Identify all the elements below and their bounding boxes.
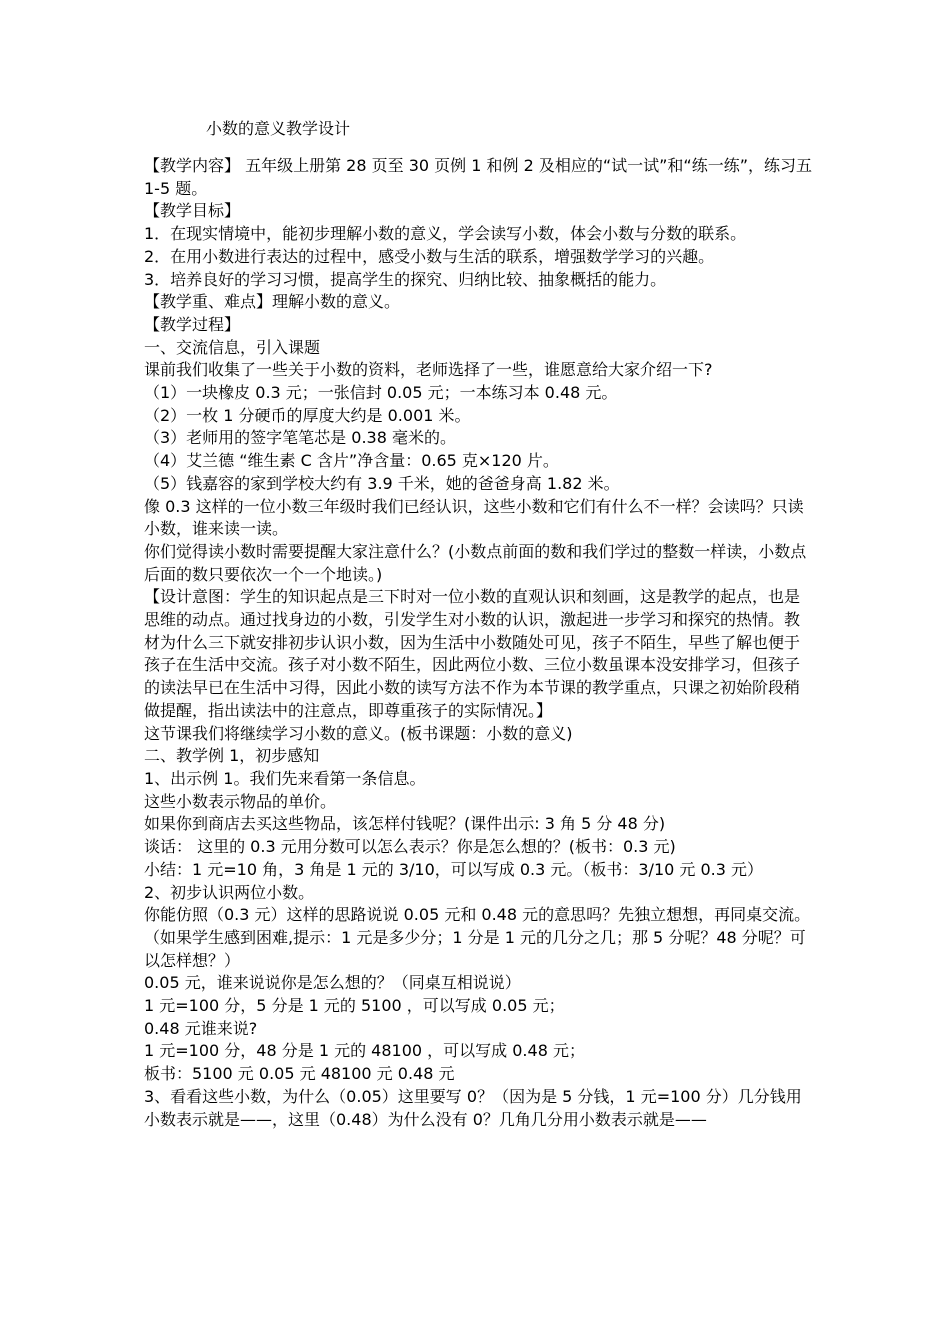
paragraph: 1．在现实情境中，能初步理解小数的意义，学会读写小数，体会小数与分数的联系。 (144, 224, 747, 244)
paragraph: 【教学目标】 (144, 201, 241, 221)
paragraph: 3．培养良好的学习习惯，提高学生的探究、归纳比较、抽象概括的能力。 (144, 269, 667, 289)
paragraph: 3、看看这些小数，为什么（0.05）这里要写 0？（因为是 5 分钱，1 元=100 分）几分钱用小数表示就是——，这里（0.48）为什么没有 0？几角几分用小数表示就是—— (144, 1086, 802, 1129)
paragraph: 小结：1 元=10 角，3 角是 1 元的 3/10，可以写成 0.3 元。（板书：3/10 元 0.3 元） (144, 859, 764, 879)
paragraph: 1 元=100 分，48 分是 1 元的 48100 ，可以写成 0.48 元； (144, 1041, 585, 1061)
paragraph: 你能仿照（0.3 元）这样的思路说说 0.05 元和 0.48 元的意思吗？先独立想想，再同桌交流。（如果学生感到困难,提示：1 元是多少分；1 分是 1 元的几分之几；那 5 分呢？48 分呢？可以怎样想？） (144, 905, 811, 970)
paragraph: （3）老师用的签字笔笔芯是 0.38 毫米的。 (144, 428, 456, 448)
paragraph: 1、出示例 1。我们先来看第一条信息。 (144, 768, 426, 788)
document-title: 小数的意义教学设计 (206, 119, 351, 138)
paragraph: 2、初步认识两位小数。 (144, 882, 315, 902)
paragraph: 课前我们收集了一些关于小数的资料，老师选择了一些，谁愿意给大家介绍一下? (144, 360, 713, 380)
paragraph: 这些小数表示物品的单价。 (144, 791, 337, 811)
paragraph: （4）艾兰德 “维生素 C 含片”净含量：0.65 克×120 片。 (144, 451, 559, 471)
paragraph: 0.05 元，谁来说说你是怎么想的？（同桌互相说说） (144, 973, 521, 993)
paragraph: 2．在用小数进行表达的过程中，感受小数与生活的联系，增强数学学习的兴趣。 (144, 246, 715, 266)
paragraph: 【设计意图：学生的知识起点是三下时对一位小数的直观认识和刻画，这是教学的起点，也是思维的动点。通过找身边的小数，引发学生对小数的认识，激起进一步学习和探究的热情。教材为什么三下就安排初步认识小数，因为生活中小数随处可见，孩子不陌生，早些了解也便于孩子在生活中交流。孩子对小数不陌生，因此两位小数、三位小数虽课本没安排学习，但孩子的读法早已在生活中习得，因此小数的读写方法不作为本节课的教学重点，只课之初始阶段稍做提醒，指出读法中的注意点，即尊重孩子的实际情况。】 (144, 587, 801, 720)
paragraph: 板书：5100 元 0.05 元 48100 元 0.48 元 (144, 1064, 455, 1084)
document-body (144, 155, 812, 1131)
paragraph: 二、教学例 1，初步感知 (144, 746, 320, 766)
paragraph: 谈话： 这里的 0.3 元用分数可以怎么表示？你是怎么想的？(板书：0.3 元) (144, 837, 676, 857)
paragraph: 【教学过程】 (144, 314, 241, 334)
paragraph: 【教学重、难点】理解小数的意义。 (144, 292, 401, 312)
paragraph: （2）一枚 1 分硬币的厚度大约是 0.001 米。 (144, 405, 471, 425)
paragraph: 像 0.3 这样的一位小数三年级时我们已经认识，这些小数和它们有什么不一样？会读吗？只读小数，谁来读一读。 (144, 496, 804, 539)
paragraph: 0.48 元谁来说? (144, 1018, 258, 1038)
paragraph: 你们觉得读小数时需要提醒大家注意什么？(小数点前面的数和我们学过的整数一样读，小数点后面的数只要依次一个一个地读。) (144, 541, 807, 584)
paragraph: （5）钱嘉容的家到学校大约有 3.9 千米，她的爸爸身高 1.82 米。 (144, 473, 620, 493)
paragraph: （1）一块橡皮 0.3 元；一张信封 0.05 元；一本练习本 0.48 元。 (144, 383, 618, 403)
paragraph: 【教学内容】 五年级上册第 28 页至 30 页例 1 和例 2 及相应的“试一试”和“练一练”，练习五 1-5 题。 (144, 156, 813, 198)
paragraph: 一、交流信息，引入课题 (144, 337, 321, 357)
paragraph: 1 元=100 分，5 分是 1 元的 5100 ，可以写成 0.05 元； (144, 996, 565, 1016)
paragraph: 如果你到商店去买这些物品，该怎样付钱呢？(课件出示: 3 角 5 分 48 分) (144, 814, 666, 834)
paragraph: 这节课我们将继续学习小数的意义。(板书课题：小数的意义) (144, 723, 573, 743)
